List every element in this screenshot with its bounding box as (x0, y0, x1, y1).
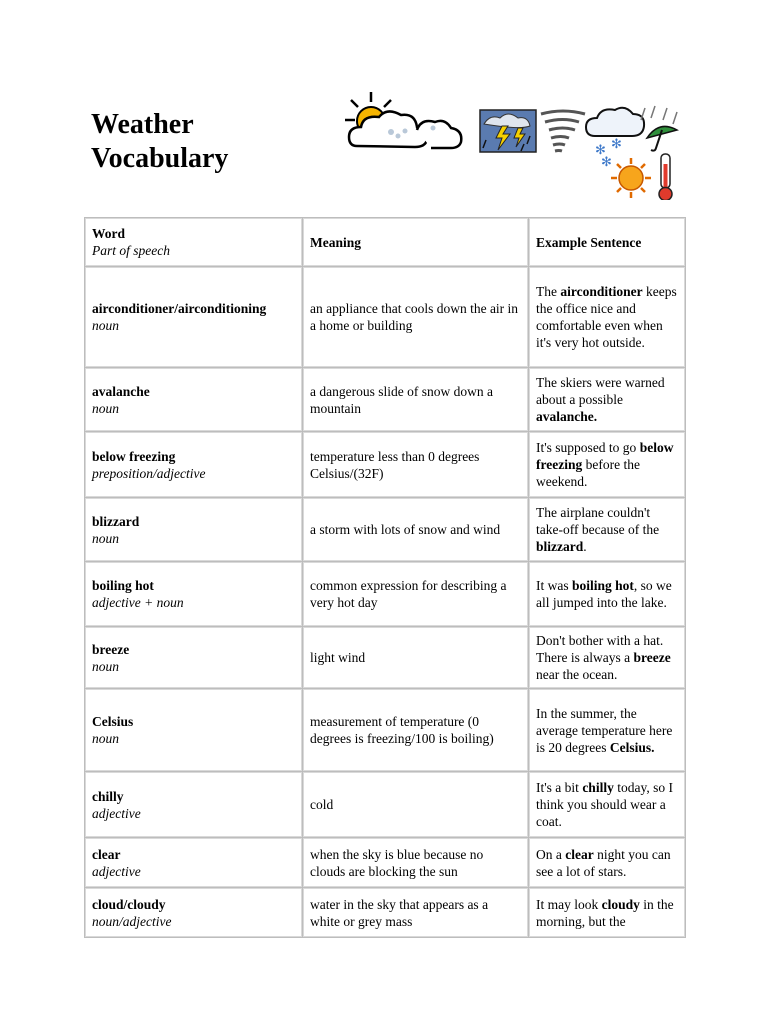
vocab-word: boiling hot (92, 578, 154, 593)
word-cell (85, 888, 303, 938)
example-keyword: avalanche. (536, 409, 598, 424)
sun-icon (611, 158, 651, 198)
example-cell (529, 498, 686, 562)
table-header-row (85, 218, 686, 267)
example-text: In the summer, the average temperature here is 20 degrees (536, 705, 673, 755)
table-row (85, 432, 686, 498)
part-of-speech: noun (92, 731, 119, 746)
rain-umbrella-icon (641, 106, 677, 151)
meaning-cell (303, 888, 529, 938)
meaning-cell (303, 838, 529, 888)
sun-cloud-icon (345, 92, 461, 148)
header-word-cell (85, 218, 303, 267)
vocab-meaning: water in the sky that appears as a white or grey mass (310, 896, 489, 929)
example-text: Don't bother with a hat. There is always a (536, 633, 664, 665)
part-of-speech: noun (92, 658, 119, 674)
example-text: near the ocean. (536, 667, 618, 682)
table-row (85, 267, 686, 368)
example-keyword: blizzard (536, 539, 584, 554)
meaning-cell (303, 627, 529, 689)
example-keyword: Celsius. (609, 739, 655, 755)
example-text: , so we all jumped into the lake. (536, 578, 672, 610)
part-of-speech: noun (92, 318, 119, 333)
vocab-meaning: temperature less than 0 degrees Celsius/(32F) (310, 448, 480, 481)
example-text: in the morning, but the (536, 896, 674, 929)
header-example: Example Sentence (529, 218, 686, 267)
vocab-meaning: a storm with lots of snow and wind (310, 522, 501, 537)
meaning-cell (303, 562, 529, 627)
meaning-cell (303, 432, 529, 498)
example-text: The skiers were warned about a possible (536, 375, 665, 407)
word-cell (85, 562, 303, 627)
vocabulary-table (84, 217, 686, 938)
part-of-speech: noun/adjective (92, 913, 172, 929)
vocab-word: breeze (92, 641, 130, 657)
vocab-word: cloud/cloudy (92, 896, 166, 912)
example-cell (529, 267, 686, 368)
example-keyword: breeze (633, 650, 671, 665)
example-text: On a (536, 846, 566, 862)
vocab-word: chilly (92, 788, 124, 804)
vocab-word: avalanche (92, 383, 150, 399)
weather-clipart (335, 88, 685, 200)
vocab-word: below freezing (92, 448, 176, 464)
example-keyword: boiling hot (572, 578, 634, 593)
table-row (85, 689, 686, 772)
table-row (85, 562, 686, 627)
meaning-cell (303, 772, 529, 838)
table-row (85, 498, 686, 562)
example-text: night you can see a lot of stars. (536, 846, 671, 879)
part-of-speech: adjective (92, 863, 141, 879)
thermometer-icon (659, 154, 672, 200)
example-cell (529, 772, 686, 838)
meaning-cell (303, 267, 529, 368)
table-row (85, 627, 686, 689)
vocabulary-body (85, 267, 686, 938)
example-text: It's supposed to go (536, 440, 640, 455)
vocab-meaning: light wind (310, 650, 366, 665)
example-cell (529, 627, 686, 689)
example-cell (529, 432, 686, 498)
title-line-2: Vocabulary (91, 143, 229, 174)
part-of-speech: noun (92, 530, 119, 546)
example-text: It's a bit (536, 780, 583, 795)
word-cell (85, 368, 303, 432)
word-cell (85, 267, 303, 368)
vocab-meaning: cold (310, 797, 334, 812)
part-of-speech: adjective + noun (92, 595, 184, 610)
meaning-cell (303, 498, 529, 562)
svg-text:✻: ✻ (595, 143, 606, 158)
title-line-1: Weather (91, 109, 194, 140)
vocab-meaning: when the sky is blue because no clouds are blocking the sun (310, 846, 484, 879)
table-row (85, 368, 686, 432)
header-pos: Part of speech (92, 243, 170, 258)
example-text: today, so I think you should wear a coat. (536, 780, 673, 829)
table-row (85, 838, 686, 888)
vocab-meaning: an appliance that cools down the air in a home or building (310, 301, 519, 333)
table-row (85, 772, 686, 838)
part-of-speech: noun (92, 400, 119, 416)
svg-text:✻: ✻ (611, 137, 622, 152)
tornado-icon (541, 111, 585, 151)
word-cell (85, 498, 303, 562)
example-keyword: clear (565, 846, 594, 862)
word-cell (85, 838, 303, 888)
header-word: Word (92, 226, 126, 241)
word-cell (85, 432, 303, 498)
example-cell (529, 838, 686, 888)
example-keyword: chilly (582, 780, 614, 795)
example-cell (529, 689, 686, 772)
part-of-speech: adjective (92, 805, 141, 821)
vocab-word: clear (92, 846, 121, 862)
example-text: The (536, 284, 561, 299)
example-cell (529, 368, 686, 432)
vocab-meaning: common expression for describing a very hot day (310, 578, 507, 610)
table-row (85, 888, 686, 938)
vocab-word: Celsius (92, 714, 134, 729)
example-keyword: airconditioner (560, 284, 643, 299)
example-text: keeps the office nice and comfortable even when it's very hot outside. (536, 284, 677, 350)
word-cell (85, 689, 303, 772)
example-text: The airplane couldn't take-off because of the (536, 505, 660, 537)
snow-cloud-icon (586, 108, 644, 170)
vocab-word: blizzard (92, 513, 140, 529)
example-text: before the weekend. (536, 457, 640, 489)
header-meaning: Meaning (303, 218, 529, 267)
word-cell (85, 627, 303, 689)
example-text: . (583, 539, 587, 554)
example-keyword: cloudy (601, 896, 640, 912)
page-title (91, 108, 228, 176)
example-keyword: below freezing (536, 440, 674, 472)
svg-text:✻: ✻ (601, 155, 612, 170)
part-of-speech: preposition/adjective (92, 465, 206, 481)
meaning-cell (303, 368, 529, 432)
example-text: It may look (536, 896, 602, 912)
storm-icon (480, 110, 536, 152)
vocab-meaning: a dangerous slide of snow down a mountain (310, 383, 493, 416)
example-text: It was (536, 578, 572, 593)
example-cell (529, 888, 686, 938)
word-cell (85, 772, 303, 838)
vocab-meaning: measurement of temperature (0 degrees is freezing/100 is boiling) (310, 714, 494, 746)
meaning-cell (303, 689, 529, 772)
vocab-word: airconditioner/airconditioning (92, 301, 267, 316)
example-cell (529, 562, 686, 627)
